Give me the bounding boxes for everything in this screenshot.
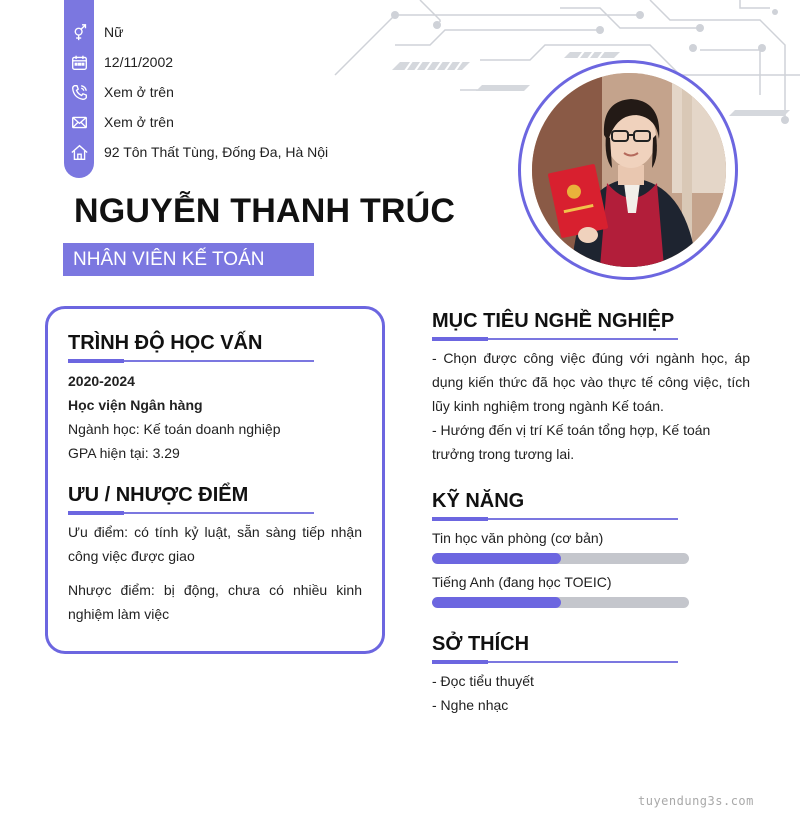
watermark: tuyendung3s.com [638,794,754,808]
skill-bar-fill [432,553,561,564]
calendar-icon [64,47,94,77]
address-text: 92 Tôn Thất Tùng, Đống Đa, Hà Nội [104,144,329,160]
strengths-title: ƯU / NHƯỢC ĐIỂM [68,484,249,506]
mail-icon [64,107,94,137]
skill-label: Tin học văn phòng (cơ bản) [432,530,604,546]
strengths-pros: Ưu điểm: có tính kỷ luật, sẵn sàng tiếp nhận công việc được giao [68,524,362,564]
contact-address [64,137,328,167]
objective-paragraph-2: - Hướng đến vị trí Kế toán tổng hợp, Kế toán trưởng trong tương lai. [432,422,711,462]
objective-underline [432,338,678,340]
contact-gender [64,17,123,47]
education-title: TRÌNH ĐỘ HỌC VẤN [68,332,263,354]
contact-phone [64,77,174,107]
education-major: Ngành học: Kế toán doanh nghiệp [68,421,281,437]
skills-title: KỸ NĂNG [432,490,525,512]
education-years: 2020-2024 [68,373,135,389]
phone-text: Xem ở trên [104,84,174,100]
objective-paragraph-1: - Chọn được công việc đúng với ngành học, áp dụng kiến thức đã học vào thực tế công việc, tích lũy kinh nghiệm trong ngành Kế toán. [432,350,750,414]
avatar [532,73,726,267]
hobbies-title: SỞ THÍCH [432,633,530,655]
job-title: NHÂN VIÊN KẾ TOÁN [63,243,314,276]
objective-title: MỤC TIÊU NGHỀ NGHIỆP [432,310,675,332]
education-school: Học viện Ngân hàng [68,397,203,413]
candidate-name: NGUYỄN THANH TRÚC [74,192,456,230]
phone-icon [64,77,94,107]
strengths-underline [68,512,314,514]
email-text: Xem ở trên [104,114,174,130]
home-icon [64,137,94,167]
skills-underline [432,518,678,520]
contact-email [64,107,174,137]
birthday-text: 12/11/2002 [104,54,174,70]
education-underline [68,360,314,362]
contact-birthday [64,47,173,77]
hobby-item: - Nghe nhạc [432,697,509,713]
hobbies-underline [432,661,678,663]
skill-label: Tiếng Anh (đang học TOEIC) [432,574,612,590]
hobby-item: - Đọc tiểu thuyết [432,673,534,689]
skill-bar [432,553,689,564]
gender-text: Nữ [104,24,124,40]
skill-bar [432,597,689,608]
skill-bar-fill [432,597,561,608]
education-gpa: GPA hiện tại: 3.29 [68,445,180,461]
gender-icon [64,17,94,47]
strengths-cons: Nhược điểm: bị động, chưa có nhiều kinh nghiệm làm việc [68,582,362,622]
